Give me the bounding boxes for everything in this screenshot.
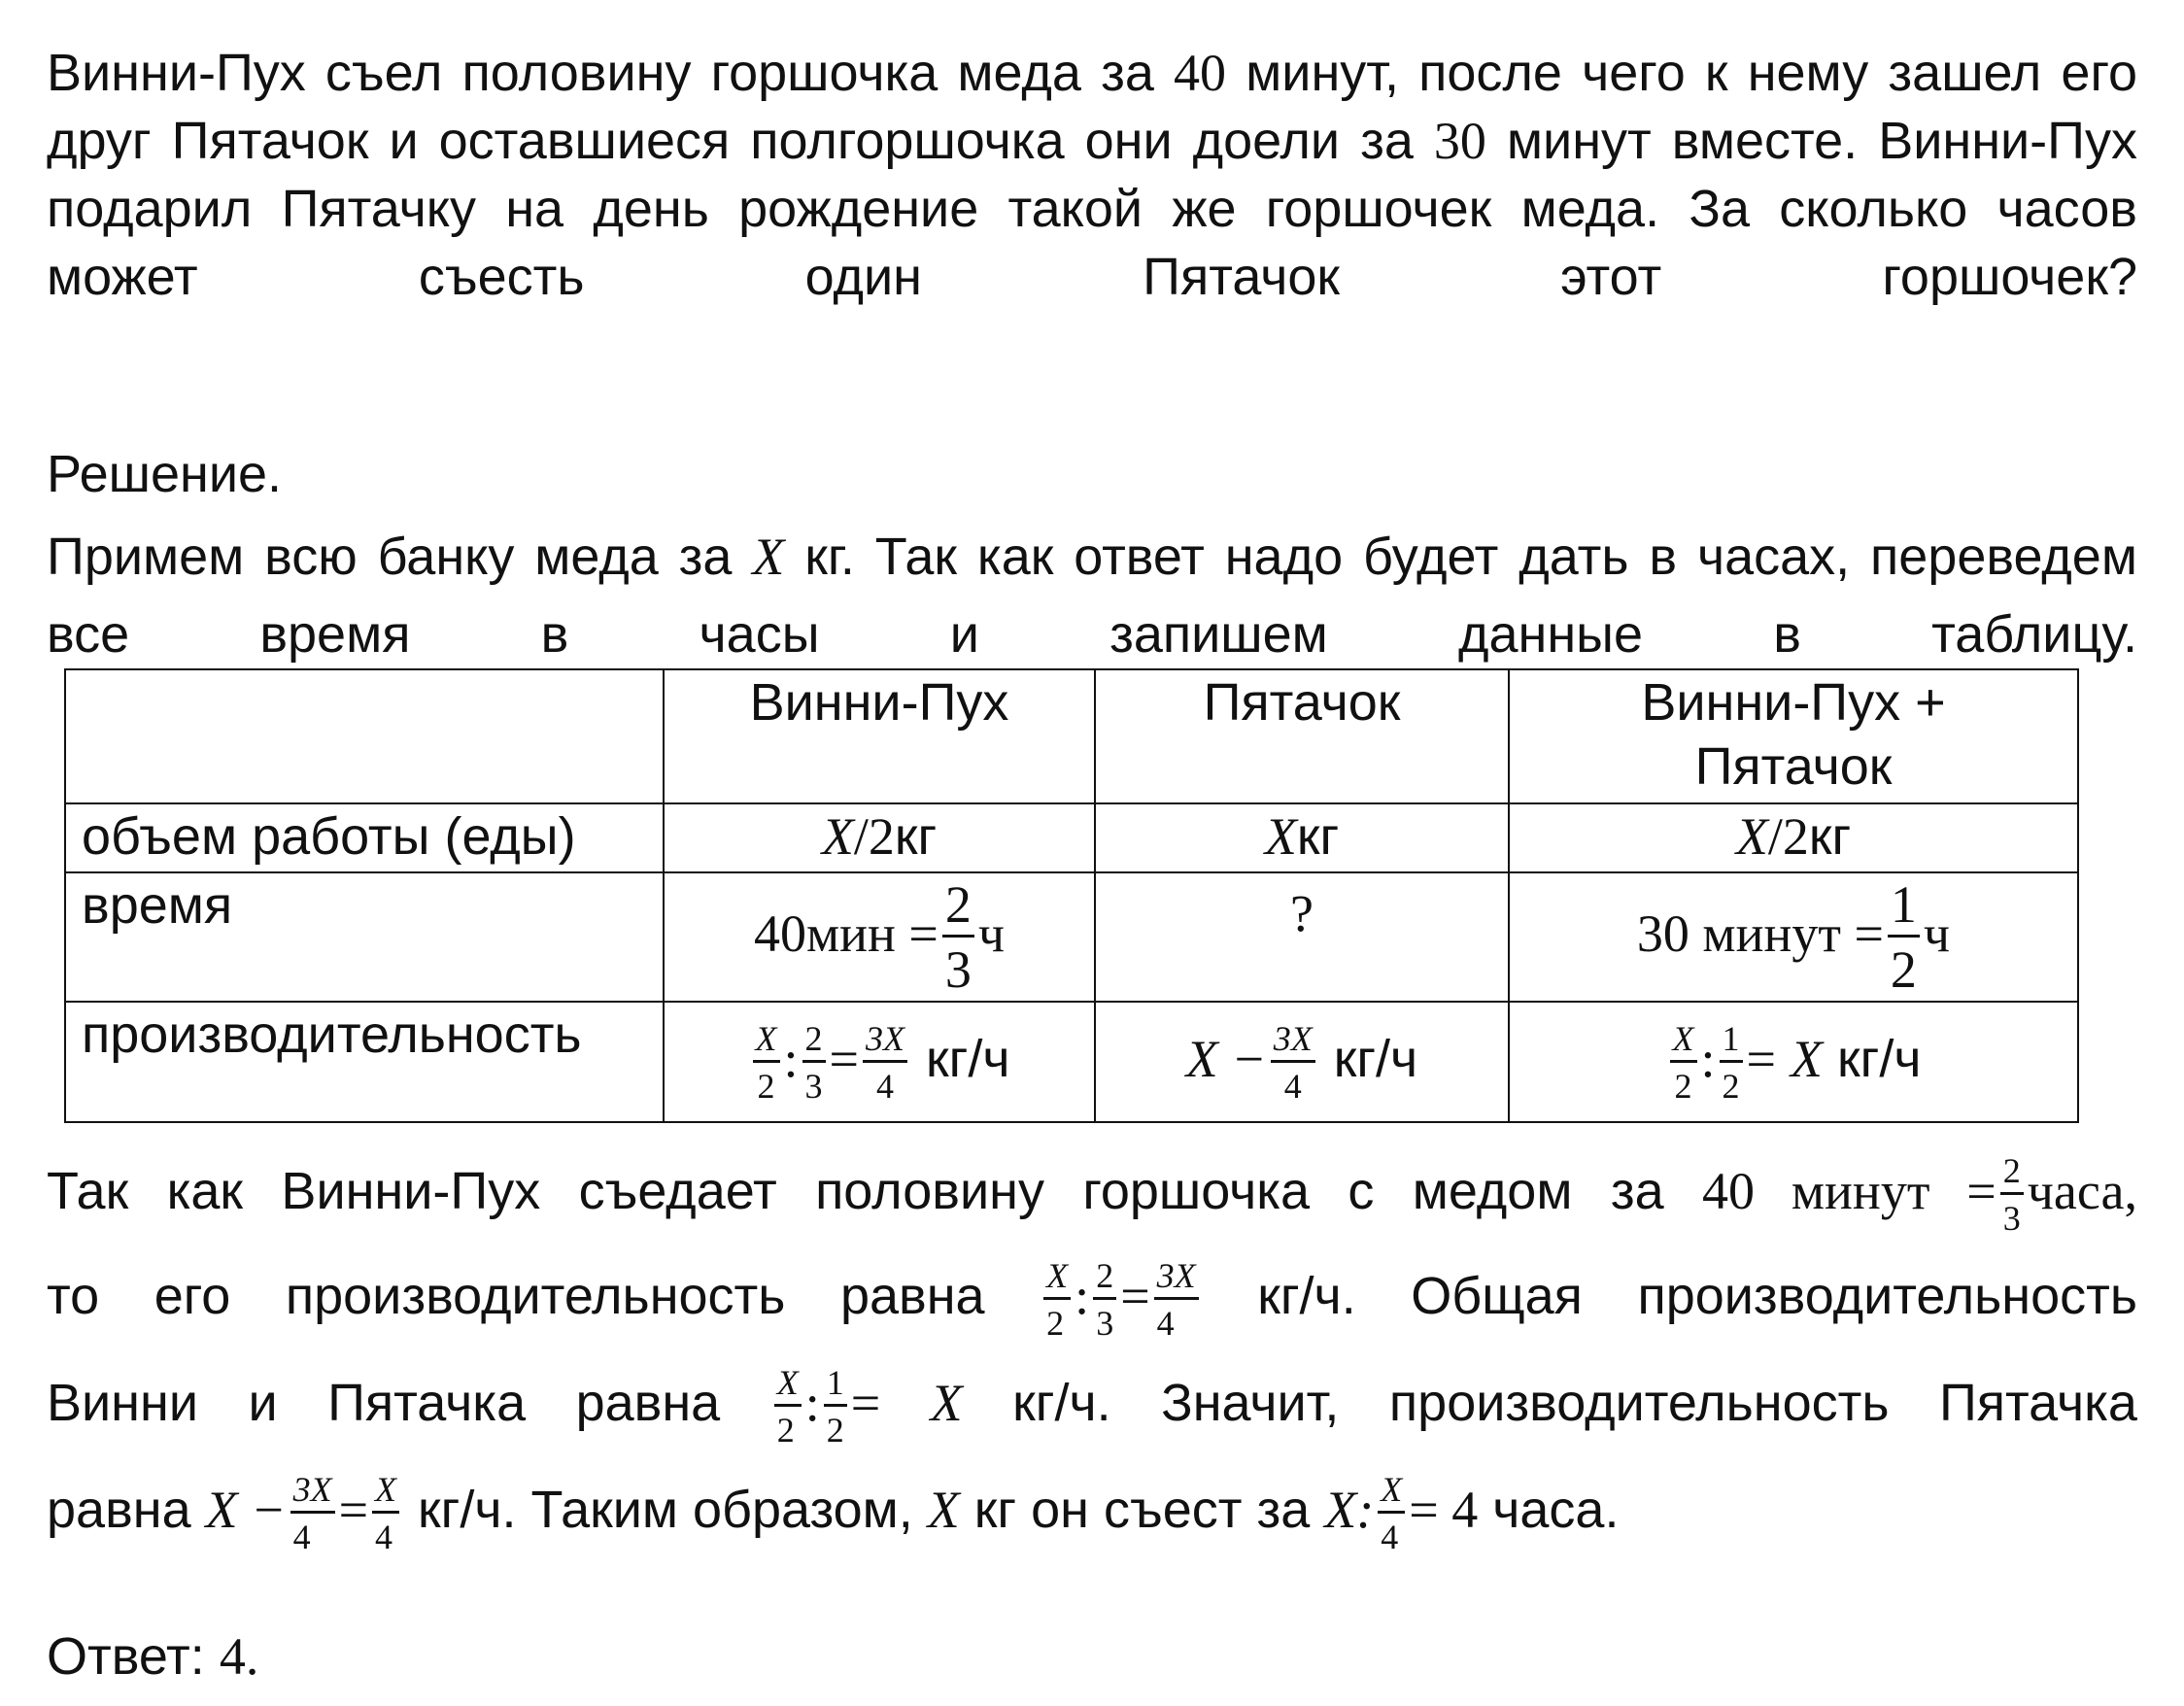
explanation-line-1: Так как Винни-Пух съедает половину горшочка с медом за 40 минут = $\frac{2}{3}$ часа,	[47, 1151, 2137, 1239]
solution-intro: Примем всю банку меда за X кг. Так как ответ надо будет дать в часах, переведем все время в часы и запишем данные в таблицу.	[47, 528, 2137, 664]
table-row	[65, 1002, 2078, 1122]
table-header-pooh: Винни-Пух	[664, 669, 1095, 803]
productivity-piglet: X − $\frac{3X}{4}$ кг/ч	[1095, 1002, 1509, 1122]
table-header-piglet: Пятачок	[1095, 669, 1509, 803]
table-header-empty	[65, 669, 664, 803]
row-label-volume: объем работы (еды)	[65, 803, 664, 872]
problem-statement: Винни-Пух съел половину горшочка меда за 40 минут, после чего к нему зашел его друг Пятачок и оставшиеся полгоршочка они доели за 30 минут вместе. Винни-Пух подарил Пятачку на день рождение такой же горшочек меда. За сколько часов может съесть один Пятачок этот горшочек?	[47, 44, 2137, 306]
explanation-line-4: равна X − $\frac{3X}{4}$ = $\frac{X}{4}$ кг/ч. Таким образом, X кг он съест за X: $\frac{X}{4}$ = 4 часа.	[47, 1470, 1620, 1557]
time-both: 30 минут = $\frac{1}{2}$ ч	[1509, 872, 2078, 1003]
volume-piglet: Xкг	[1095, 803, 1509, 872]
answer: Ответ: 4.	[47, 1627, 259, 1686]
table-header-both: Винни-Пух + Пятачок	[1509, 669, 2078, 803]
productivity-both: $\frac{X}{2}$ : $\frac{1}{2}$ = X кг/ч	[1509, 1002, 2078, 1122]
fraction: $\frac{1}{2}$	[1888, 878, 1920, 996]
table-header-row	[65, 669, 2078, 803]
table-row	[65, 872, 2078, 1003]
time-pooh: 40мин = $\frac{2}{3}$ ч	[664, 872, 1095, 1003]
row-label-time: время	[65, 872, 664, 1003]
row-label-productivity: производительность	[65, 1002, 664, 1122]
data-table	[64, 668, 2079, 1123]
solution-heading: Решение.	[47, 445, 283, 503]
explanation-line-3: Винни и Пятачка равна $\frac{X}{2}$ : $\frac{1}{2}$ = X кг/ч. Значит, производительность Пятачка	[47, 1363, 2137, 1450]
explanation-line-2: то его производительность равна $\frac{X}{2}$ : $\frac{2}{3}$ = $\frac{3X}{4}$ кг/ч. Общая производительность	[47, 1256, 2138, 1344]
volume-both: X/2кг	[1509, 803, 2078, 872]
fraction: $\frac{2}{3}$	[942, 878, 974, 996]
time-piglet: ?	[1095, 872, 1509, 1003]
productivity-pooh: $\frac{X}{2}$ : $\frac{2}{3}$ = $\frac{3X}{4}$ кг/ч	[664, 1002, 1095, 1122]
table-row	[65, 803, 2078, 872]
volume-pooh: X/2кг	[664, 803, 1095, 872]
